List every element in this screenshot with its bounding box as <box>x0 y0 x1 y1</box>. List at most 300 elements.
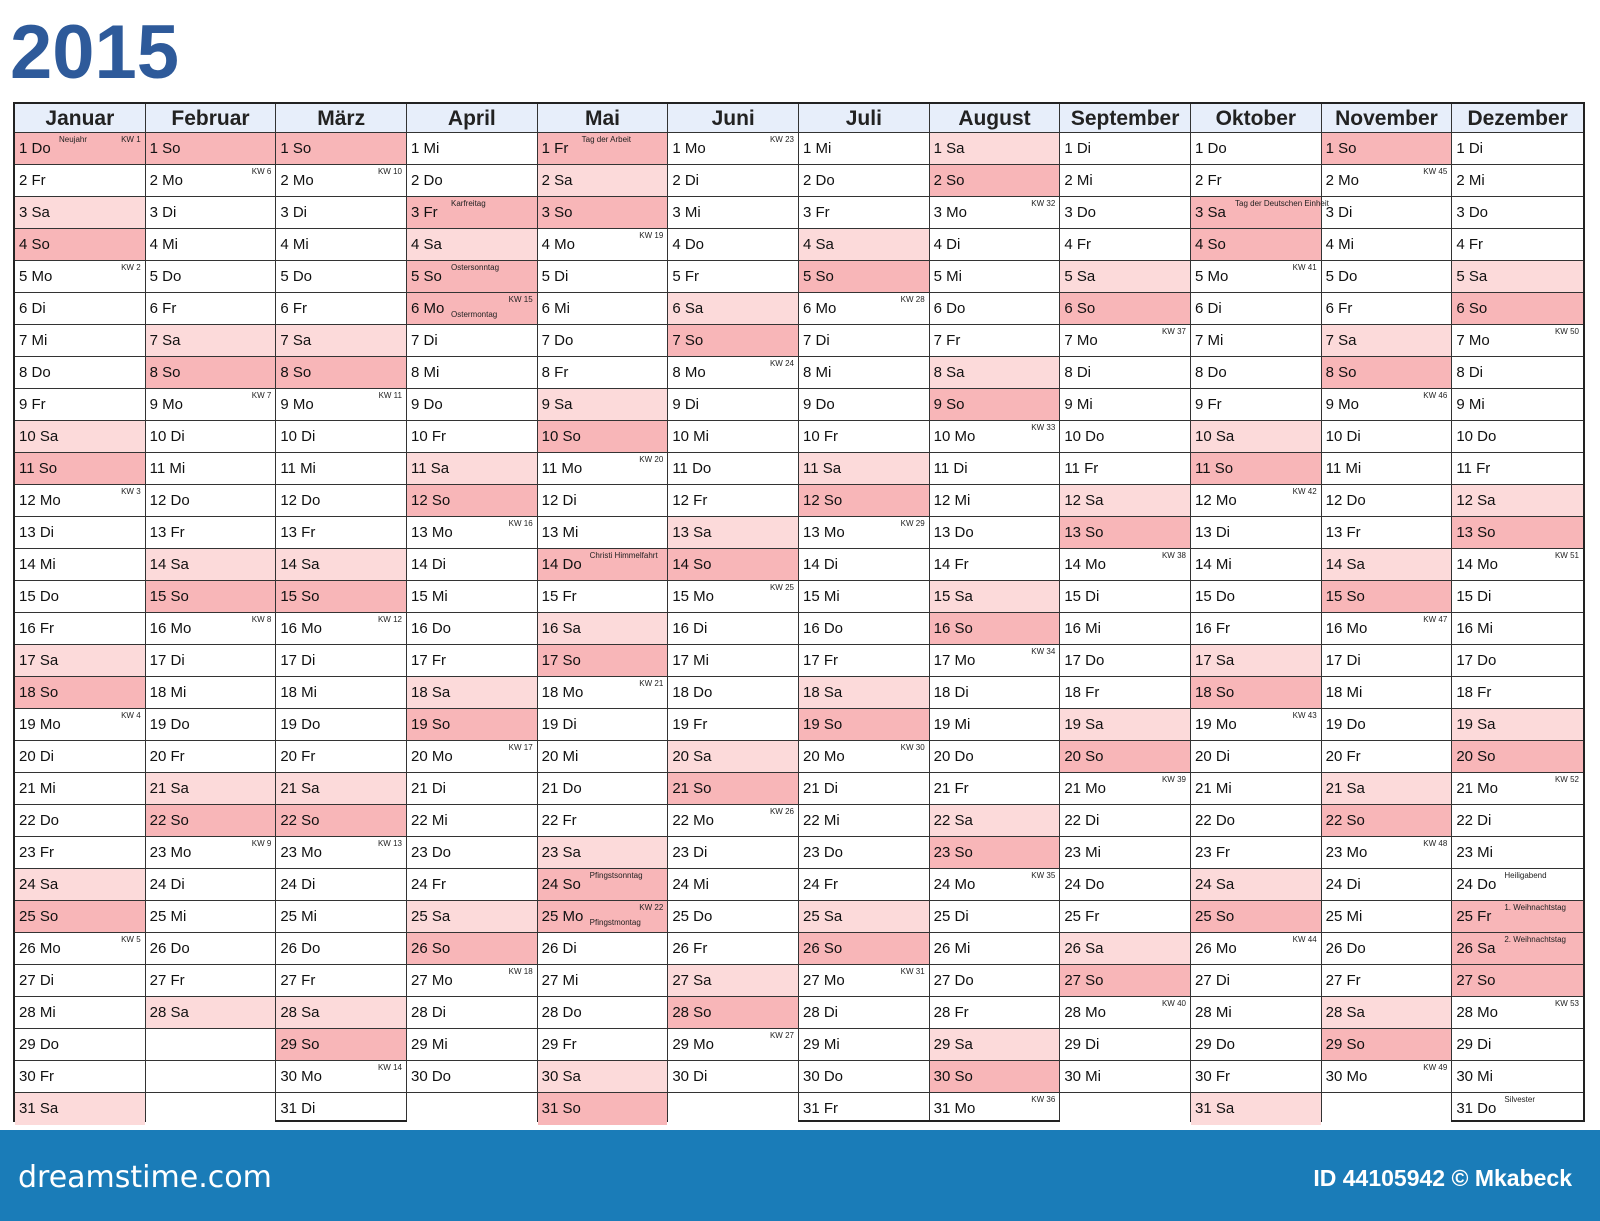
day-cell[interactable] <box>1452 293 1583 325</box>
day-cell[interactable] <box>930 133 1060 165</box>
day-cell[interactable] <box>1191 773 1321 805</box>
day-cell[interactable] <box>1452 645 1583 677</box>
day-cell[interactable] <box>1060 325 1190 357</box>
day-cell[interactable] <box>538 581 668 613</box>
day-cell[interactable] <box>407 645 537 677</box>
day-cell[interactable] <box>276 933 406 965</box>
day-cell[interactable] <box>1322 229 1452 261</box>
day-cell[interactable] <box>15 933 145 965</box>
day-cell[interactable] <box>799 165 929 197</box>
day-cell[interactable] <box>15 549 145 581</box>
day-cell[interactable] <box>1452 805 1583 837</box>
day-cell[interactable] <box>15 741 145 773</box>
day-cell[interactable] <box>1060 261 1190 293</box>
day-cell[interactable] <box>538 133 668 165</box>
day-cell[interactable] <box>668 965 798 997</box>
day-cell[interactable] <box>15 485 145 517</box>
day-cell[interactable] <box>1191 325 1321 357</box>
day-cell[interactable] <box>799 709 929 741</box>
day-cell[interactable] <box>930 453 1060 485</box>
day-cell[interactable] <box>1060 773 1190 805</box>
day-cell[interactable] <box>407 869 537 901</box>
day-cell[interactable] <box>668 357 798 389</box>
day-cell[interactable] <box>1322 1029 1452 1061</box>
day-cell[interactable] <box>1191 1029 1321 1061</box>
day-cell[interactable] <box>668 229 798 261</box>
day-cell[interactable] <box>276 421 406 453</box>
day-cell[interactable] <box>538 773 668 805</box>
day-cell[interactable] <box>799 741 929 773</box>
day-cell[interactable] <box>538 805 668 837</box>
day-cell[interactable] <box>146 325 276 357</box>
day-cell[interactable] <box>668 1093 798 1125</box>
day-cell[interactable] <box>930 421 1060 453</box>
day-cell[interactable] <box>407 549 537 581</box>
day-cell[interactable] <box>407 805 537 837</box>
day-cell[interactable] <box>538 165 668 197</box>
day-cell[interactable] <box>1060 677 1190 709</box>
day-cell[interactable] <box>538 1093 668 1125</box>
day-cell[interactable] <box>146 645 276 677</box>
day-cell[interactable] <box>1322 421 1452 453</box>
day-cell[interactable] <box>930 581 1060 613</box>
day-cell[interactable] <box>1060 229 1190 261</box>
day-cell[interactable] <box>668 613 798 645</box>
day-cell[interactable] <box>799 805 929 837</box>
day-cell[interactable] <box>799 389 929 421</box>
day-cell[interactable] <box>146 229 276 261</box>
day-cell[interactable] <box>799 261 929 293</box>
day-cell[interactable] <box>407 485 537 517</box>
day-cell[interactable] <box>407 517 537 549</box>
day-cell[interactable] <box>1322 325 1452 357</box>
day-cell[interactable] <box>146 357 276 389</box>
day-cell[interactable] <box>1452 581 1583 613</box>
day-cell[interactable] <box>146 261 276 293</box>
day-cell[interactable] <box>146 197 276 229</box>
day-cell[interactable] <box>930 869 1060 901</box>
day-cell[interactable] <box>538 997 668 1029</box>
day-cell[interactable] <box>15 197 145 229</box>
day-cell[interactable] <box>1452 741 1583 773</box>
day-cell[interactable] <box>930 357 1060 389</box>
day-cell[interactable] <box>799 645 929 677</box>
day-cell[interactable] <box>15 709 145 741</box>
day-cell[interactable] <box>1452 421 1583 453</box>
day-cell[interactable] <box>276 133 406 165</box>
day-cell[interactable] <box>1191 805 1321 837</box>
day-cell[interactable] <box>799 869 929 901</box>
day-cell[interactable] <box>1322 741 1452 773</box>
day-cell[interactable] <box>1452 517 1583 549</box>
day-cell[interactable] <box>276 581 406 613</box>
day-cell[interactable] <box>538 645 668 677</box>
day-cell[interactable] <box>407 229 537 261</box>
day-cell[interactable] <box>1060 389 1190 421</box>
day-cell[interactable] <box>407 325 537 357</box>
day-cell[interactable] <box>276 165 406 197</box>
day-cell[interactable] <box>538 709 668 741</box>
day-cell[interactable] <box>668 261 798 293</box>
day-cell[interactable] <box>799 1093 929 1125</box>
day-cell[interactable] <box>668 933 798 965</box>
day-cell[interactable] <box>276 261 406 293</box>
day-cell[interactable] <box>1322 517 1452 549</box>
day-cell[interactable] <box>1452 869 1583 901</box>
day-cell[interactable] <box>799 517 929 549</box>
day-cell[interactable] <box>1060 869 1190 901</box>
day-cell[interactable] <box>15 421 145 453</box>
day-cell[interactable] <box>799 1061 929 1093</box>
day-cell[interactable] <box>146 581 276 613</box>
day-cell[interactable] <box>668 645 798 677</box>
day-cell[interactable] <box>1191 453 1321 485</box>
day-cell[interactable] <box>799 229 929 261</box>
day-cell[interactable] <box>146 1093 276 1125</box>
day-cell[interactable] <box>799 357 929 389</box>
day-cell[interactable] <box>538 837 668 869</box>
day-cell[interactable] <box>538 325 668 357</box>
day-cell[interactable] <box>407 997 537 1029</box>
day-cell[interactable] <box>930 293 1060 325</box>
day-cell[interactable] <box>276 709 406 741</box>
day-cell[interactable] <box>1452 549 1583 581</box>
day-cell[interactable] <box>276 517 406 549</box>
day-cell[interactable] <box>1060 197 1190 229</box>
day-cell[interactable] <box>799 933 929 965</box>
day-cell[interactable] <box>1191 1093 1321 1125</box>
day-cell[interactable] <box>276 357 406 389</box>
day-cell[interactable] <box>15 293 145 325</box>
day-cell[interactable] <box>930 613 1060 645</box>
day-cell[interactable] <box>407 165 537 197</box>
day-cell[interactable] <box>1322 293 1452 325</box>
day-cell[interactable] <box>407 1093 537 1125</box>
day-cell[interactable] <box>538 1029 668 1061</box>
day-cell[interactable] <box>1060 933 1190 965</box>
day-cell[interactable] <box>276 229 406 261</box>
day-cell[interactable] <box>276 1061 406 1093</box>
day-cell[interactable] <box>146 389 276 421</box>
day-cell[interactable] <box>146 741 276 773</box>
day-cell[interactable] <box>407 389 537 421</box>
day-cell[interactable] <box>1191 517 1321 549</box>
day-cell[interactable] <box>276 549 406 581</box>
day-cell[interactable] <box>146 677 276 709</box>
day-cell[interactable] <box>146 293 276 325</box>
day-cell[interactable] <box>1322 869 1452 901</box>
day-cell[interactable] <box>1452 677 1583 709</box>
day-cell[interactable] <box>276 197 406 229</box>
day-cell[interactable] <box>930 837 1060 869</box>
day-cell[interactable] <box>1060 133 1190 165</box>
day-cell[interactable] <box>1322 389 1452 421</box>
day-cell[interactable] <box>799 581 929 613</box>
day-cell[interactable] <box>1452 389 1583 421</box>
day-cell[interactable] <box>276 677 406 709</box>
day-cell[interactable] <box>276 773 406 805</box>
day-cell[interactable] <box>1060 165 1190 197</box>
day-cell[interactable] <box>146 869 276 901</box>
day-cell[interactable] <box>1060 549 1190 581</box>
day-cell[interactable] <box>146 613 276 645</box>
day-cell[interactable] <box>1322 613 1452 645</box>
day-cell[interactable] <box>1322 261 1452 293</box>
day-cell[interactable] <box>538 293 668 325</box>
day-cell[interactable] <box>799 325 929 357</box>
day-cell[interactable] <box>407 581 537 613</box>
day-cell[interactable] <box>407 613 537 645</box>
day-cell[interactable] <box>930 741 1060 773</box>
day-cell[interactable] <box>668 293 798 325</box>
day-cell[interactable] <box>1191 421 1321 453</box>
day-cell[interactable] <box>146 421 276 453</box>
day-cell[interactable] <box>538 421 668 453</box>
day-cell[interactable] <box>276 613 406 645</box>
day-cell[interactable] <box>1191 965 1321 997</box>
day-cell[interactable] <box>668 581 798 613</box>
day-cell[interactable] <box>1191 677 1321 709</box>
day-cell[interactable] <box>538 869 668 901</box>
day-cell[interactable] <box>15 805 145 837</box>
day-cell[interactable] <box>15 773 145 805</box>
day-cell[interactable] <box>1452 261 1583 293</box>
day-cell[interactable] <box>668 325 798 357</box>
day-cell[interactable] <box>407 709 537 741</box>
day-cell[interactable] <box>146 1061 276 1093</box>
day-cell[interactable] <box>1322 997 1452 1029</box>
day-cell[interactable] <box>1060 837 1190 869</box>
day-cell[interactable] <box>930 517 1060 549</box>
day-cell[interactable] <box>1322 805 1452 837</box>
day-cell[interactable] <box>1060 485 1190 517</box>
day-cell[interactable] <box>1191 741 1321 773</box>
day-cell[interactable] <box>930 261 1060 293</box>
day-cell[interactable] <box>1060 1093 1190 1125</box>
day-cell[interactable] <box>407 453 537 485</box>
day-cell[interactable] <box>146 165 276 197</box>
day-cell[interactable] <box>668 677 798 709</box>
day-cell[interactable] <box>538 933 668 965</box>
day-cell[interactable] <box>1452 165 1583 197</box>
day-cell[interactable] <box>1191 645 1321 677</box>
day-cell[interactable] <box>1060 581 1190 613</box>
day-cell[interactable] <box>538 965 668 997</box>
day-cell[interactable] <box>1060 421 1190 453</box>
day-cell[interactable] <box>15 133 145 165</box>
day-cell[interactable] <box>1322 901 1452 933</box>
day-cell[interactable] <box>799 1029 929 1061</box>
day-cell[interactable] <box>1191 869 1321 901</box>
day-cell[interactable] <box>930 901 1060 933</box>
day-cell[interactable] <box>1191 997 1321 1029</box>
day-cell[interactable] <box>930 549 1060 581</box>
day-cell[interactable] <box>146 933 276 965</box>
day-cell[interactable] <box>538 901 668 933</box>
day-cell[interactable] <box>799 549 929 581</box>
day-cell[interactable] <box>15 325 145 357</box>
day-cell[interactable] <box>1322 645 1452 677</box>
day-cell[interactable] <box>1060 1029 1190 1061</box>
day-cell[interactable] <box>407 901 537 933</box>
day-cell[interactable] <box>15 1093 145 1125</box>
day-cell[interactable] <box>930 197 1060 229</box>
day-cell[interactable] <box>799 965 929 997</box>
day-cell[interactable] <box>407 741 537 773</box>
day-cell[interactable] <box>668 549 798 581</box>
day-cell[interactable] <box>146 1029 276 1061</box>
day-cell[interactable] <box>276 837 406 869</box>
day-cell[interactable] <box>407 965 537 997</box>
day-cell[interactable] <box>276 325 406 357</box>
day-cell[interactable] <box>930 1061 1060 1093</box>
day-cell[interactable] <box>1322 773 1452 805</box>
day-cell[interactable] <box>146 133 276 165</box>
day-cell[interactable] <box>799 133 929 165</box>
day-cell[interactable] <box>930 997 1060 1029</box>
day-cell[interactable] <box>15 453 145 485</box>
day-cell[interactable] <box>538 197 668 229</box>
day-cell[interactable] <box>799 837 929 869</box>
day-cell[interactable] <box>407 357 537 389</box>
day-cell[interactable] <box>1191 933 1321 965</box>
day-cell[interactable] <box>1452 1061 1583 1093</box>
day-cell[interactable] <box>668 709 798 741</box>
day-cell[interactable] <box>1322 165 1452 197</box>
day-cell[interactable] <box>1452 901 1583 933</box>
day-cell[interactable] <box>668 869 798 901</box>
day-cell[interactable] <box>930 165 1060 197</box>
day-cell[interactable] <box>15 869 145 901</box>
day-cell[interactable] <box>799 453 929 485</box>
day-cell[interactable] <box>930 965 1060 997</box>
day-cell[interactable] <box>1322 197 1452 229</box>
day-cell[interactable] <box>930 1093 1060 1125</box>
day-cell[interactable] <box>1452 1093 1583 1125</box>
day-cell[interactable] <box>668 837 798 869</box>
day-cell[interactable] <box>538 453 668 485</box>
day-cell[interactable] <box>1322 133 1452 165</box>
day-cell[interactable] <box>1191 197 1329 229</box>
day-cell[interactable] <box>1322 965 1452 997</box>
day-cell[interactable] <box>1322 837 1452 869</box>
day-cell[interactable] <box>1191 261 1321 293</box>
day-cell[interactable] <box>276 869 406 901</box>
day-cell[interactable] <box>799 613 929 645</box>
day-cell[interactable] <box>668 197 798 229</box>
day-cell[interactable] <box>1191 485 1321 517</box>
day-cell[interactable] <box>538 389 668 421</box>
day-cell[interactable] <box>1191 1061 1321 1093</box>
day-cell[interactable] <box>1452 133 1583 165</box>
day-cell[interactable] <box>1191 581 1321 613</box>
day-cell[interactable] <box>407 677 537 709</box>
day-cell[interactable] <box>668 453 798 485</box>
day-cell[interactable] <box>1060 741 1190 773</box>
day-cell[interactable] <box>407 261 537 293</box>
day-cell[interactable] <box>930 709 1060 741</box>
day-cell[interactable] <box>146 773 276 805</box>
day-cell[interactable] <box>538 229 668 261</box>
day-cell[interactable] <box>799 197 929 229</box>
day-cell[interactable] <box>1322 1093 1452 1125</box>
day-cell[interactable] <box>276 1093 406 1125</box>
day-cell[interactable] <box>146 485 276 517</box>
day-cell[interactable] <box>276 293 406 325</box>
day-cell[interactable] <box>276 1029 406 1061</box>
day-cell[interactable] <box>1452 1029 1583 1061</box>
day-cell[interactable] <box>538 1061 668 1093</box>
day-cell[interactable] <box>668 133 798 165</box>
day-cell[interactable] <box>15 837 145 869</box>
day-cell[interactable] <box>1191 133 1321 165</box>
day-cell[interactable] <box>1060 901 1190 933</box>
day-cell[interactable] <box>930 485 1060 517</box>
day-cell[interactable] <box>538 261 668 293</box>
day-cell[interactable] <box>1060 453 1190 485</box>
day-cell[interactable] <box>1191 389 1321 421</box>
day-cell[interactable] <box>1191 229 1321 261</box>
day-cell[interactable] <box>799 485 929 517</box>
day-cell[interactable] <box>538 741 668 773</box>
day-cell[interactable] <box>1452 709 1583 741</box>
day-cell[interactable] <box>668 517 798 549</box>
day-cell[interactable] <box>1322 485 1452 517</box>
day-cell[interactable] <box>276 901 406 933</box>
day-cell[interactable] <box>1191 613 1321 645</box>
day-cell[interactable] <box>1452 485 1583 517</box>
day-cell[interactable] <box>1452 357 1583 389</box>
day-cell[interactable] <box>1322 453 1452 485</box>
day-cell[interactable] <box>1452 325 1583 357</box>
day-cell[interactable] <box>1191 293 1321 325</box>
day-cell[interactable] <box>930 325 1060 357</box>
day-cell[interactable] <box>15 965 145 997</box>
day-cell[interactable] <box>15 389 145 421</box>
day-cell[interactable] <box>1452 197 1583 229</box>
day-cell[interactable] <box>1452 613 1583 645</box>
day-cell[interactable] <box>1060 1061 1190 1093</box>
day-cell[interactable] <box>146 549 276 581</box>
day-cell[interactable] <box>15 357 145 389</box>
day-cell[interactable] <box>1191 165 1321 197</box>
day-cell[interactable] <box>799 421 929 453</box>
day-cell[interactable] <box>799 997 929 1029</box>
day-cell[interactable] <box>407 1029 537 1061</box>
day-cell[interactable] <box>668 901 798 933</box>
day-cell[interactable] <box>146 805 276 837</box>
day-cell[interactable] <box>538 517 668 549</box>
day-cell[interactable] <box>1322 581 1452 613</box>
day-cell[interactable] <box>1452 453 1583 485</box>
day-cell[interactable] <box>1322 357 1452 389</box>
day-cell[interactable] <box>799 293 929 325</box>
day-cell[interactable] <box>15 645 145 677</box>
day-cell[interactable] <box>15 1029 145 1061</box>
day-cell[interactable] <box>1452 965 1583 997</box>
day-cell[interactable] <box>1452 933 1583 965</box>
day-cell[interactable] <box>538 677 668 709</box>
brand-logo-text[interactable]: dreamstime.com <box>18 1160 272 1195</box>
day-cell[interactable] <box>15 997 145 1029</box>
day-cell[interactable] <box>930 645 1060 677</box>
day-cell[interactable] <box>1322 709 1452 741</box>
day-cell[interactable] <box>276 997 406 1029</box>
day-cell[interactable] <box>407 293 537 325</box>
day-cell[interactable] <box>1060 517 1190 549</box>
day-cell[interactable] <box>276 965 406 997</box>
day-cell[interactable] <box>146 517 276 549</box>
